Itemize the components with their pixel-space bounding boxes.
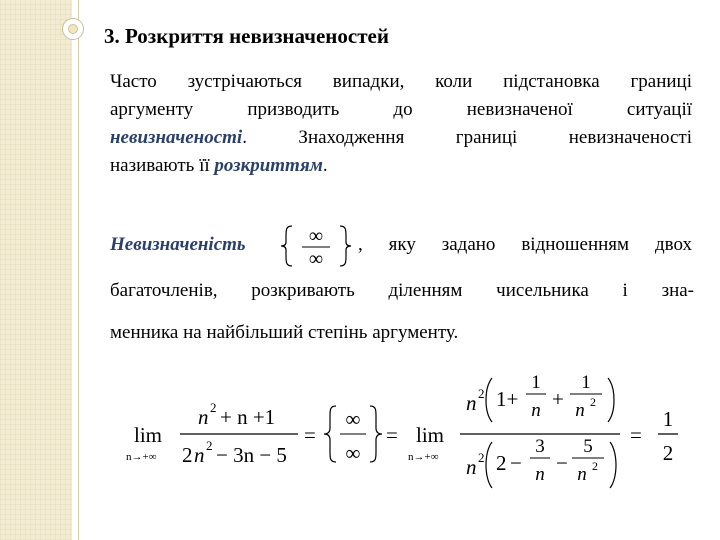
term-indeterminacy: невизначеності	[110, 127, 243, 148]
paragraph2-line-2: багаточленів, розкривають діленням чисельника і зна-	[110, 280, 694, 301]
frac2-den-f2-num: 5	[583, 436, 593, 457]
formula-right-brace-icon	[370, 406, 382, 462]
term-resolution: розкриттям	[214, 155, 323, 176]
lim-1: lim	[134, 423, 163, 447]
frac2-num-left-paren	[486, 378, 492, 422]
limit-formula	[120, 366, 700, 496]
term-indeterminacy-heading: Невизначеність	[110, 234, 246, 255]
lim-1-subscript: n→+∞	[126, 451, 157, 463]
frac1-num-n: n	[198, 405, 209, 429]
frac2-den-n: n	[466, 455, 477, 479]
equals-2: =	[386, 423, 398, 447]
paragraph-line-4-start: називають її	[110, 155, 215, 176]
frac1-den-exp: 2	[206, 438, 213, 453]
frac1-num-tail: + n +1	[220, 405, 276, 429]
frac2-num-one-plus: 1+	[496, 387, 519, 411]
paragraph2-line-3: менника на найбільший степінь аргументу.	[110, 322, 459, 343]
frac1-num-exp: 2	[210, 400, 217, 415]
frac1-den-n: n	[194, 443, 205, 467]
inf-over-inf-expression	[280, 224, 352, 268]
decorative-divider	[78, 0, 79, 540]
inf-numerator: ∞	[308, 225, 324, 247]
paragraph-line-2: аргументу призводить до невизначеної ситуації	[110, 99, 692, 120]
result-numerator: 1	[662, 407, 674, 431]
equals-3: =	[630, 423, 642, 447]
frac2-num-f2-den: n	[575, 400, 585, 421]
paragraph-line-3	[110, 124, 692, 152]
result-denominator: 2	[662, 441, 674, 465]
frac2-den-n-exp: 2	[478, 450, 485, 465]
frac2-den-two: 2	[496, 451, 507, 475]
frac2-den-minus-2: −	[556, 451, 568, 475]
limit-formula-svg	[120, 366, 700, 496]
inf-denominator: ∞	[308, 248, 324, 268]
formula-left-brace-icon	[324, 406, 336, 462]
frac2-num-plus: +	[552, 387, 564, 411]
paragraph-line-4-end: .	[322, 155, 328, 176]
paragraph2-line-1-rest: , яку задано відношенням двох	[358, 234, 692, 255]
frac2-den-f2-den: n	[577, 464, 587, 485]
paragraph-line-4	[110, 152, 692, 180]
frac1-den-coef: 2	[182, 443, 193, 467]
frac2-num-n-exp: 2	[478, 386, 485, 401]
paragraph-line-3-rest: . Знаходження границі невизначеності	[242, 127, 692, 148]
paragraph-indeterminacy-row	[110, 224, 692, 268]
frac2-num-f2-den-exp: 2	[590, 395, 596, 409]
formula-inf-den: ∞	[345, 441, 361, 465]
frac2-den-right-paren	[610, 442, 616, 488]
lim-2-subscript: n→+∞	[408, 451, 439, 463]
decorative-left-strip	[0, 0, 72, 540]
frac2-num-n: n	[466, 391, 477, 415]
frac2-den-left-paren	[486, 442, 492, 488]
left-brace-icon	[281, 226, 292, 266]
frac2-den-minus-1: −	[510, 451, 522, 475]
lim-2: lim	[416, 423, 445, 447]
equals-1: =	[304, 423, 316, 447]
title-bullet-icon	[62, 18, 84, 40]
paragraph-line-1: Часто зустрічаються випадки, коли підстановка границі	[110, 71, 692, 92]
frac2-num-f2-num: 1	[581, 372, 591, 393]
frac2-den-f2-den-exp: 2	[592, 459, 598, 473]
frac2-den-f1-den: n	[535, 464, 545, 485]
slide-title: 3. Розкриття невизначеностей	[104, 24, 389, 48]
formula-inf-num: ∞	[345, 407, 361, 431]
frac1-den-tail: − 3n − 5	[216, 443, 287, 467]
frac2-den-f1-num: 3	[535, 436, 545, 457]
right-brace-icon	[340, 226, 351, 266]
frac2-num-f1-num: 1	[531, 372, 541, 393]
paragraph-intro	[110, 68, 692, 180]
frac2-num-f1-den: n	[531, 400, 541, 421]
frac2-num-right-paren	[608, 378, 614, 422]
